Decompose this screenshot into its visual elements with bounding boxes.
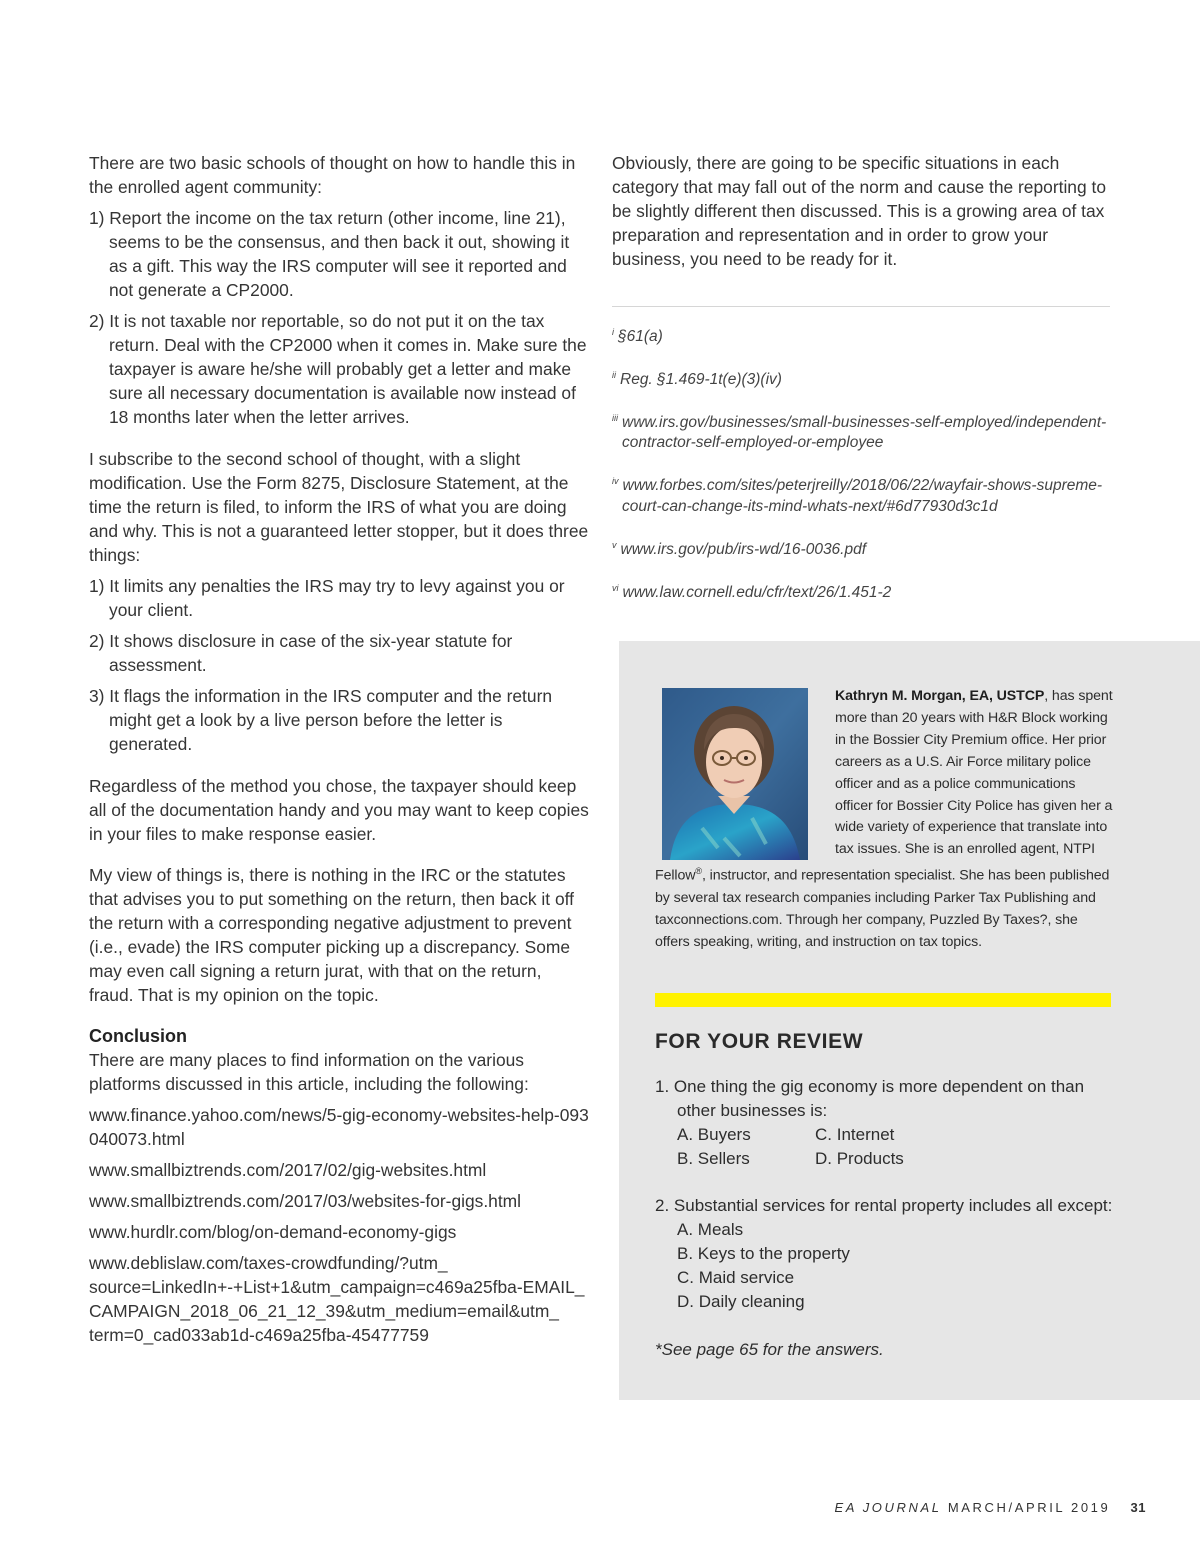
footnote-mark: iii [612, 413, 618, 424]
footnote-text: §61(a) [618, 328, 663, 346]
list-item: 3) It flags the information in the IRS computer and the return might get a look by a live person before the letter is generated. [89, 686, 553, 754]
left-column [89, 151, 589, 1354]
links-list [89, 1103, 589, 1347]
intro-paragraph: There are two basic schools of thought on how to handle this in the enrolled agent community: [89, 153, 576, 197]
footnote [612, 471, 1112, 516]
reference-link[interactable]: www.finance.yahoo.com/news/5-gig-economy-websites-help-093040073.html [89, 1105, 589, 1149]
footnote-text[interactable]: www.irs.gov/pub/irs-wd/16-0036.pdf [620, 540, 867, 558]
view-paragraph: My view of things is, there is nothing in the IRC or the statutes that advises you to put something on the return, then back it off the return with a corresponding negative adjustment to prevent (i.e., evade) the IRS computer picking up a discrepancy. Some may even call signing a return jurat, with that on the return, fraud. That is my opinion on the topic. [89, 865, 574, 1005]
option: D. Daily cleaning [677, 1292, 805, 1311]
option: B. Keys to the property [677, 1244, 850, 1263]
bio-text-a: , has spent more than 20 years with H&R Block working in the Bossier City Premium office. Her prior careers as a U.S. Air Force military police officer and as a police communications officer for Bossier City Police has given her a wide variety of experience that translate into tax issues. She is an enrolled agent, NTPI Fellow [655, 688, 1113, 884]
author-bio [655, 686, 1115, 954]
option: C. Maid service [677, 1268, 795, 1287]
author-review-sidebar [619, 641, 1200, 1400]
answers-note: *See page 65 for the answers. [655, 1340, 884, 1359]
list-item: 1) Report the income on the tax return (other income, line 21), seems to be the consensus, and then back it out, showing it as a gift. This way the IRS computer will see it reported and not generate a CP2000. [89, 208, 570, 300]
conclusion-heading: Conclusion [89, 1026, 187, 1046]
author-name: Kathryn M. Morgan, EA, USTCP [835, 688, 1045, 704]
footnote-mark: vi [612, 582, 619, 593]
schools-list [89, 206, 589, 429]
issue-date: MARCH/APRIL 2019 [947, 1500, 1111, 1515]
page-number: 31 [1130, 1500, 1146, 1515]
option: B. Sellers [677, 1149, 750, 1168]
footnote-text[interactable]: www.forbes.com/sites/peterjreilly/2018/06/22/wayfair-shows-supreme-court-can-change-its-mind-whats-next/#6d77930d3c1d [622, 477, 1103, 515]
footnote [612, 322, 1112, 347]
registered-mark: ® [695, 866, 702, 877]
review-title: FOR YOUR REVIEW [655, 1030, 864, 1053]
list-item: 2) It shows disclosure in case of the six-year statute for assessment. [89, 631, 513, 675]
obviously-paragraph: Obviously, there are going to be specific situations in each category that may fall out of the norm and cause the reporting to be slightly different then discussed. This is a growing area of tax preparation and representation and in order to grow your business, you need to be ready for it. [612, 153, 1106, 269]
footnote-mark: ii [612, 370, 616, 381]
magazine-name: EA JOURNAL [834, 1500, 942, 1515]
list-item: 2) It is not taxable nor reportable, so do not put it on the tax return. Deal with the CP2000 when it comes in. Make sure the taxpayer is aware he/she will probably get a letter and make sure all necessary documentation is available now instead of 18 months later when the letter arrives. [89, 311, 587, 427]
photo-wrap-spacer [655, 686, 835, 861]
right-column [612, 151, 1112, 621]
bio-text-b: , instructor, and representation specialist. She has been published by several tax research companies including Parker Tax Publishing and taxconnections.com. Through her company, Puzzled By Taxes?, she offers speaking, writing, and instruction on tax topics. [655, 867, 1110, 950]
subscribe-paragraph: I subscribe to the second school of thought, with a slight modification. Use the Form 8275, Disclosure Statement, at the time the return is filed, to inform the IRS of what you are doing and why. This is not a guaranteed letter stopper, but it does three things: [89, 449, 589, 565]
footnote-mark: i [612, 327, 614, 337]
things-list [89, 574, 589, 756]
option: A. Meals [677, 1220, 744, 1239]
option: C. Internet [815, 1125, 895, 1144]
footnote-mark: v [612, 539, 617, 550]
options-row [677, 1147, 1115, 1171]
footnote-text: Reg. §1.469-1t(e)(3)(iv) [620, 371, 782, 389]
list-item: 1) It limits any penalties the IRS may try to levy against you or your client. [89, 576, 565, 620]
footnote-divider [612, 306, 1110, 307]
footnotes [612, 322, 1112, 603]
question-1-options [677, 1123, 1115, 1171]
reference-link[interactable]: www.smallbiztrends.com/2017/03/websites-for-gigs.html [89, 1191, 522, 1211]
footnote-text[interactable]: www.irs.gov/businesses/small-businesses-self-employed/independent-contractor-self-employed-or-employee [622, 414, 1107, 452]
conclusion-paragraph: There are many places to find information on the various platforms discussed in this article, including the following: [89, 1050, 529, 1094]
page-footer [700, 1500, 1146, 1515]
footnote-mark: iv [612, 476, 619, 487]
reference-link[interactable]: www.hurdlr.com/blog/on-demand-economy-gigs [89, 1222, 457, 1242]
footnote [612, 408, 1112, 453]
footnote [612, 578, 1112, 603]
option: A. Buyers [677, 1125, 751, 1144]
question-1: 1. One thing the gig economy is more dependent on than other businesses is: [655, 1077, 1085, 1120]
footnote-text[interactable]: www.law.cornell.edu/cfr/text/26/1.451-2 [622, 583, 892, 601]
options-row [677, 1123, 1115, 1147]
regardless-paragraph: Regardless of the method you chose, the taxpayer should keep all of the documentation handy and you may want to keep copies in your files to make response easier. [89, 776, 589, 844]
footnote [612, 365, 1112, 390]
reference-link[interactable]: www.smallbiztrends.com/2017/02/gig-websites.html [89, 1160, 487, 1180]
review-questions [655, 1075, 1115, 1362]
question-2-options [677, 1218, 1115, 1314]
footnote [612, 535, 1112, 560]
option: D. Products [815, 1149, 904, 1168]
highlight-bar [655, 993, 1111, 1007]
reference-link[interactable]: www.deblislaw.com/taxes-crowdfunding/?utm_ source=LinkedIn+-+List+1&utm_campaign=c469a25fba-EMAIL_ CAMPAIGN_2018_06_21_12_39&utm_medium=email&utm_ term=0_cad033ab1d-c469a25fba-45477759 [89, 1253, 585, 1345]
question-2: 2. Substantial services for rental property includes all except: [655, 1196, 1113, 1215]
